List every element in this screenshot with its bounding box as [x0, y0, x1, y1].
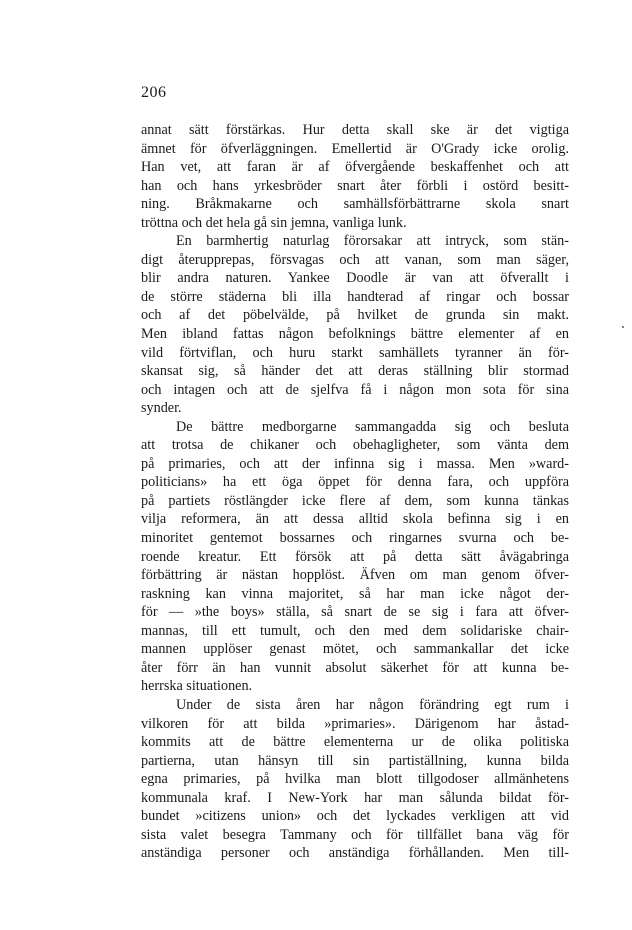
- text-line: herrska situationen.: [141, 678, 253, 695]
- margin-speck: [622, 326, 624, 328]
- text-line: anständiga personer och anständiga förhållanden. Men till-: [141, 845, 569, 862]
- text-line: digt återupprepas, försvagas och att vanan, som man säger,: [141, 251, 569, 268]
- text-line: annat sätt förstärkas. Hur detta skall ske är det vigtiga: [141, 122, 569, 138]
- text-line: minoritet gentemot bossarnes och ringarnes svurna och be-: [141, 530, 569, 547]
- text-line: roende kreatur. Ett försök att på detta sätt åvägabringa: [141, 548, 569, 565]
- text-line: för — »the boys» ställa, så snart de se sig i fara att öfver-: [141, 604, 569, 621]
- text-line: tröttna och det hela gå sin jemna, vanliga lunk.: [141, 214, 407, 231]
- text-line: bundet »citizens union» och det lyckades verkligen att vid: [141, 808, 569, 825]
- text-line: partierna, utan hänsyn till sin partiställning, kunna bilda: [141, 752, 569, 769]
- text-line: vilja reformera, än att dessa alltid skola befinna sig i en: [141, 511, 569, 528]
- text-line: mannas, till ett tumult, och den med dem solidariske chair-: [141, 622, 569, 639]
- text-line: Under de sista åren har någon förändring egt rum i: [176, 696, 569, 713]
- page-number: 206: [141, 84, 167, 101]
- text-line: blir andra naturen. Yankee Doodle är van att öfverallt i: [141, 270, 569, 287]
- text-line: sista valet besegra Tammany och för tillfället bana väg för: [141, 826, 569, 843]
- text-line: ning. Bråkmakarne och samhällsförbättrarne skola snart: [141, 196, 569, 213]
- text-line: och intagen och att de sjelfva få i någon mon sota för sina: [141, 381, 569, 398]
- text-line: på primaries, och att der infinna sig i massa. Men »ward-: [141, 455, 569, 472]
- text-line: raskning kan vinna majoritet, så har man icke något der-: [141, 585, 569, 602]
- body-text: [141, 121, 569, 863]
- text-line: De bättre medborgarne sammangadda sig och besluta: [176, 418, 569, 435]
- text-line: förbättring är nästan hopplöst. Äfven om man genom öfver-: [141, 567, 569, 584]
- text-line: han och hans yrkesbröder snart åter förbli i ostörd besitt-: [141, 177, 569, 194]
- text-line: vilkoren för att bilda »primaries». Därigenom har åstad-: [141, 715, 569, 732]
- text-line: och af det pöbelvälde, på hvilket de grunda sin makt.: [141, 307, 569, 324]
- text-line: Men ibland fattas någon befolknings bättre elementer af en: [141, 326, 569, 343]
- text-line: politicians» ha ett öga öppet för denna fara, och uppföra: [141, 474, 569, 491]
- text-line: ämnet för öfverläggningen. Emellertid är O'Grady icke orolig.: [141, 140, 569, 157]
- text-line: Han vet, att faran är af öfvergående beskaffenhet och att: [141, 159, 569, 176]
- text-line: mannen upplöser genast mötet, och sammankallar det icke: [141, 641, 569, 658]
- text-line: på partiets röstlängder icke flere af dem, som kunna tänkas: [141, 492, 569, 509]
- text-line: En barmhertig naturlag förorsakar att intryck, som stän-: [176, 233, 569, 250]
- text-line: synder.: [141, 400, 182, 417]
- text-line: vild förtviflan, och huru starkt samhällets tyranner än för-: [141, 344, 569, 361]
- text-line: kommits att de bättre elementerna ur de olika politiska: [141, 734, 569, 751]
- text-line: skansat sig, så händer det att deras ställning blir stormad: [141, 363, 569, 380]
- text-line: de större städerna bli illa handterad af ringar och bossar: [141, 288, 569, 305]
- text-line: att trotsa de chikaner och obehagligheter, som vänta dem: [141, 437, 569, 454]
- text-line: åter förr än han vunnit absolut säkerhet för att kunna be-: [141, 659, 569, 676]
- text-line: kommunala kraf. I New-York har man sålunda bildat för-: [141, 789, 569, 806]
- text-line: egna primaries, på hvilka man blott tillgodoser allmänhetens: [141, 771, 569, 788]
